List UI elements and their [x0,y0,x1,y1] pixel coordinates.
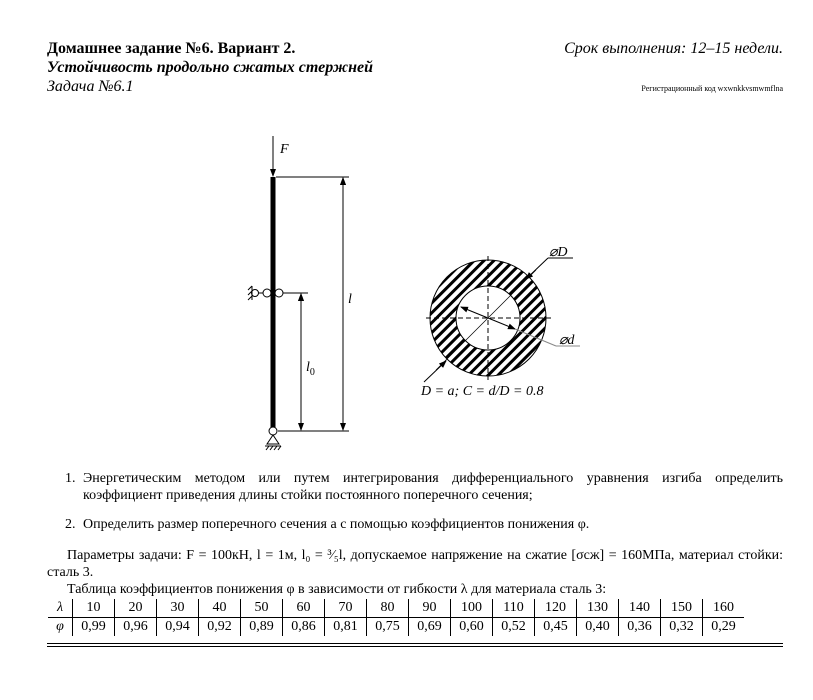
deadline: Срок выполнения: 12–15 недели. [564,40,783,57]
phi-cell: 0,29 [703,618,745,637]
inner-diameter-label: ⌀d [559,333,575,348]
lambda-cell: 130 [577,599,619,618]
phi-cell: 0,86 [283,618,325,637]
task-parameters: Параметры задачи: F = 100кН, l = 1м, l₀ = ³⁄₅l, допускаемое напряжение на сжатие [σсж] = 160МПа, материал стойки: сталь 3. [47,548,783,580]
task-item-1: 1. Энергетическим методом или путем интегрирования дифференциального уравнения изгиба определить коэффициент приведения длины стойки постоянного поперечного сечения; [65,471,783,503]
phi-cell: 0,52 [493,618,535,637]
outer-diameter-label: ⌀D [549,245,568,260]
lambda-cell: 110 [493,599,535,618]
phi-cell: 0,36 [619,618,661,637]
lambda-cell: 150 [661,599,703,618]
lambda-cell: 60 [283,599,325,618]
lambda-row [48,599,744,618]
task-number: Задача №6.1 [47,78,134,95]
phi-cell: 0,32 [661,618,703,637]
task-item-2: 2. Определить размер поперечного сечения a с помощью коэффициентов понижения φ. [65,517,590,532]
phi-cell: 0,81 [325,618,367,637]
phi-cell: 0,94 [157,618,199,637]
phi-cell: 0,99 [73,618,115,637]
phi-row [48,618,744,637]
phi-table [48,599,744,636]
lambda-cell: 50 [241,599,283,618]
phi-cell: 0,45 [535,618,577,637]
l0-label: $l_0$ [306,360,315,378]
phi-label: φ [56,619,64,634]
lambda-cell: 70 [325,599,367,618]
lambda-cell: 120 [535,599,577,618]
phi-cell: 0,40 [577,618,619,637]
page-title: Домашнее задание №6. Вариант 2. [47,40,296,57]
lambda-cell: 30 [157,599,199,618]
phi-cell: 0,96 [115,618,157,637]
lambda-cell: 10 [73,599,115,618]
roller-support [248,286,283,300]
length-label: l [348,292,352,307]
phi-cell: 0,92 [199,618,241,637]
registration-code: Регистрационный код wxwnkkvsmwmflna [641,84,783,93]
phi-cell: 0,60 [451,618,493,637]
pin-support [265,427,281,450]
lambda-cell: 40 [199,599,241,618]
section-caption: D = a; C = d/D = 0.8 [421,384,544,399]
bottom-double-rule [47,643,783,647]
phi-cell: 0,69 [409,618,451,637]
force-label: F [280,142,289,157]
lambda-cell: 20 [115,599,157,618]
page-subtitle: Устойчивость продольно сжатых стержней [47,59,373,76]
pipe-cross-section [424,256,580,382]
lambda-cell: 140 [619,599,661,618]
table-caption: Таблица коэффициентов понижения φ в зависимости от гибкости λ для материала сталь 3: [67,582,607,597]
phi-cell: 0,89 [241,618,283,637]
lambda-cell: 80 [367,599,409,618]
phi-cell: 0,75 [367,618,409,637]
lambda-cell: 100 [451,599,493,618]
lambda-cell: 90 [409,599,451,618]
lambda-cell: 160 [703,599,745,618]
lambda-label: λ [48,599,73,618]
